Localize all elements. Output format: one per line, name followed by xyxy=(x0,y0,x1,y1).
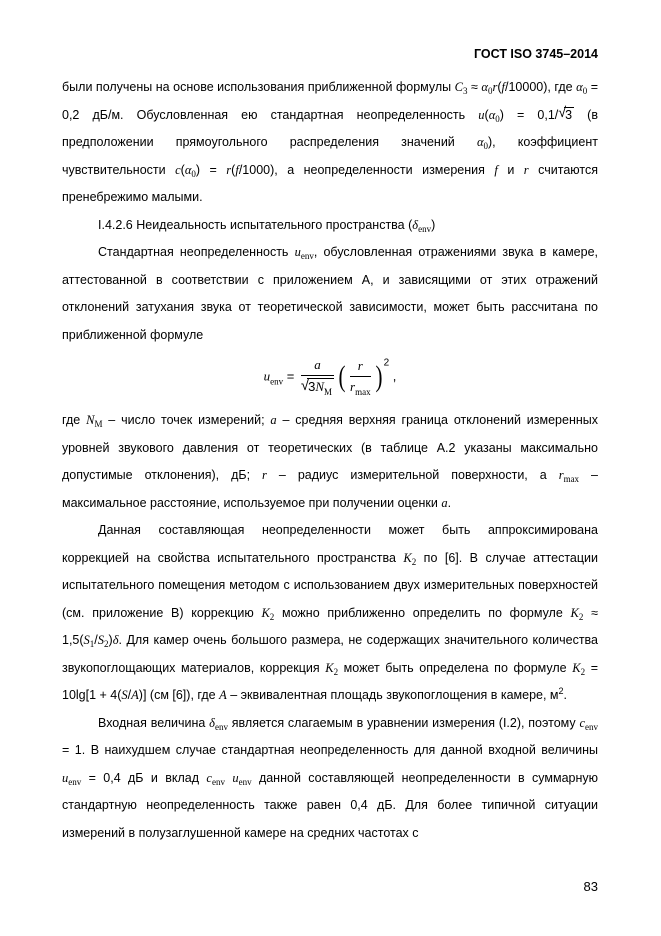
standard-number: ГОСТ ISO 3745–2014 xyxy=(473,47,598,61)
display-formula: $u_{env}$ = $\frac{a}{√3N_M}$ ( $\frac{r}{r_{max}}$ ) $^2$ , xyxy=(263,357,397,397)
page-number: 83 xyxy=(583,879,598,894)
paragraph: Стандартная неопределенность $u_{env}$, обусловленная отражениями звука в камере, аттестованной в соответствии с приложением А, и зависящими от этих отражений отклонений затухания звука от теоретической зависимости, может быть рассчитана по приближенной формуле xyxy=(62,245,598,342)
paragraph: Данная составляющая неопределенности может быть аппроксимирована коррекцией на свойства испытательного пространства $K_2$ по [6]. В случае аттестации испытательного помещения методом с использованием двух измерительных поверхностей (см. приложение В) коррекцию $K_2$ можно приближенно определить по формуле $K_2 \approx 1,5(S_1/S_2)\delta$. Для камер очень большого размера, не содержащих значительного количества звукопоглощающих материалов, коррекция $K_2$ может быть определена по формуле $K_2 = 10\lg[1 + 4(S/A)]$ (см [6]), где A – эквивалентная площадь звукопоглощения в камере, $м^2$. xyxy=(62,523,598,703)
document-header xyxy=(62,47,598,61)
square-root: √3 xyxy=(558,104,573,122)
paragraph: где $N_M$ – число точек измерений; a – средняя верхняя граница отклонений измеренных уровней звукового давления от теоретических (в таблице А.2 указаны максимально допустимые отклонения), дБ; r – радиус измерительной поверхности, а $r_{max}$ – максимальное расстояние, используемое при получении оценки a. xyxy=(62,413,598,510)
section-heading: I.4.2.6 Неидеальность испытательного пространства $(\delta_{env})$ xyxy=(98,217,436,234)
document-body xyxy=(62,74,598,847)
paragraph: Входная величина $\delta_{env}$ является слагаемым в уравнении измерения (I.2), поэтому $c_{env} = 1$. В наихудшем случае стандартная неопределенность для данной входной величины $u_{env} = 0,4$ дБ и вклад $c_{env}$ $u_{env}$ данной составляющей неопределенности в суммарную стандартную неопределенность также равен 0,4 дБ. Для более типичной ситуации измерений в полузаглушенной камере на средних частотах с xyxy=(62,715,598,840)
paragraph: были получены на основе использования приближенной формулы $C_3 \approx \alpha_0r(f/10000)$, где $\alpha_0 = 0,2$ дБ/м. Обусловленная ею стандартная неопределенность $u(\alpha_0) = 0,1/√3$ (в предположении прямоугольного распределения значений $\alpha_0$), коэффициент чувствительности $c(\alpha_0) = r(f/1000)$, а неопределенности измерения f и r считаются пренебрежимо малыми. xyxy=(62,80,598,204)
square-root: $√3N_M$ xyxy=(300,376,333,397)
